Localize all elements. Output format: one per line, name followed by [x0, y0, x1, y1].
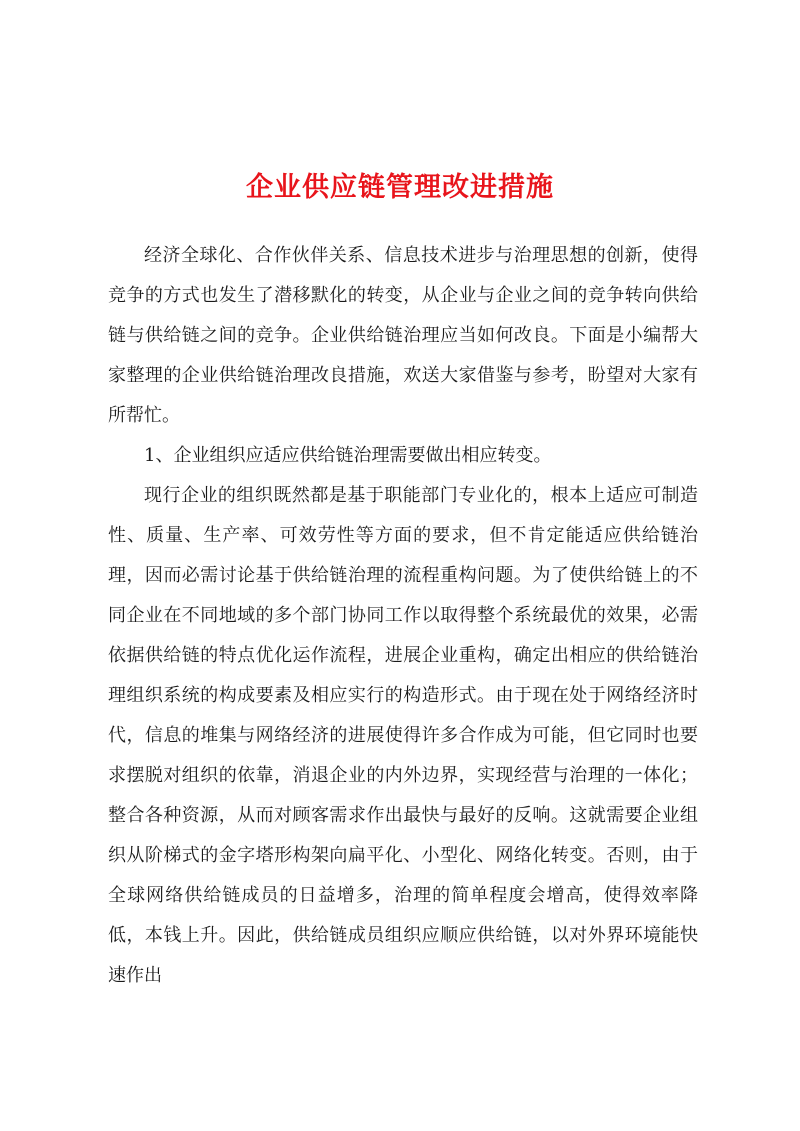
paragraph-section-body: 现行企业的组织既然都是基于职能部门专业化的，根本上适应可制造性、质量、生产率、可效劳性等方面的要求，但不肯定能适应供给链治理，因而必需讨论基于供给链治理的流程重构问题。为了使供给链上的不同企业在不同地域的多个部门协同工作以取得整个系统最优的效果，必需依据供给链的特点优化运作流程，进展企业重构，确定出相应的供给链治理组织系统的构成要素及相应实行的构造形式。由于现在处于网络经济时代，信息的堆集与网络经济的进展使得许多合作成为可能，但它同时也要求摆脱对组织的依靠，消退企业的内外边界，实现经营与治理的一体化；整合各种资源，从而对顾客需求作出最快与最好的反响。这就需要企业组织从阶梯式的金字塔形构架向扁平化、小型化、网络化转变。否则，由于全球网络供给链成员的日益增多，治理的简单程度会增高，使得效率降低，本钱上升。因此，供给链成员组织应顺应供给链，以对外界环境能快速作出 [108, 485, 698, 986]
document-title: 企业供应链管理改进措施 [246, 172, 554, 203]
document-body [108, 236, 698, 996]
paragraph-section-heading: 1、企业组织应适应供给链治理需要做出相应转变。 [144, 445, 552, 466]
paragraph-intro: 经济全球化、合作伙伴关系、信息技术进步与治理思想的创新，使得竞争的方式也发生了潜移默化的转变，从企业与企业之间的竞争转向供给链与供给链之间的竞争。企业供给链治理应当如何改良。下面是小编帮大家整理的企业供给链治理改良措施，欢送大家借鉴与参考，盼望对大家有所帮忙。 [108, 245, 698, 426]
